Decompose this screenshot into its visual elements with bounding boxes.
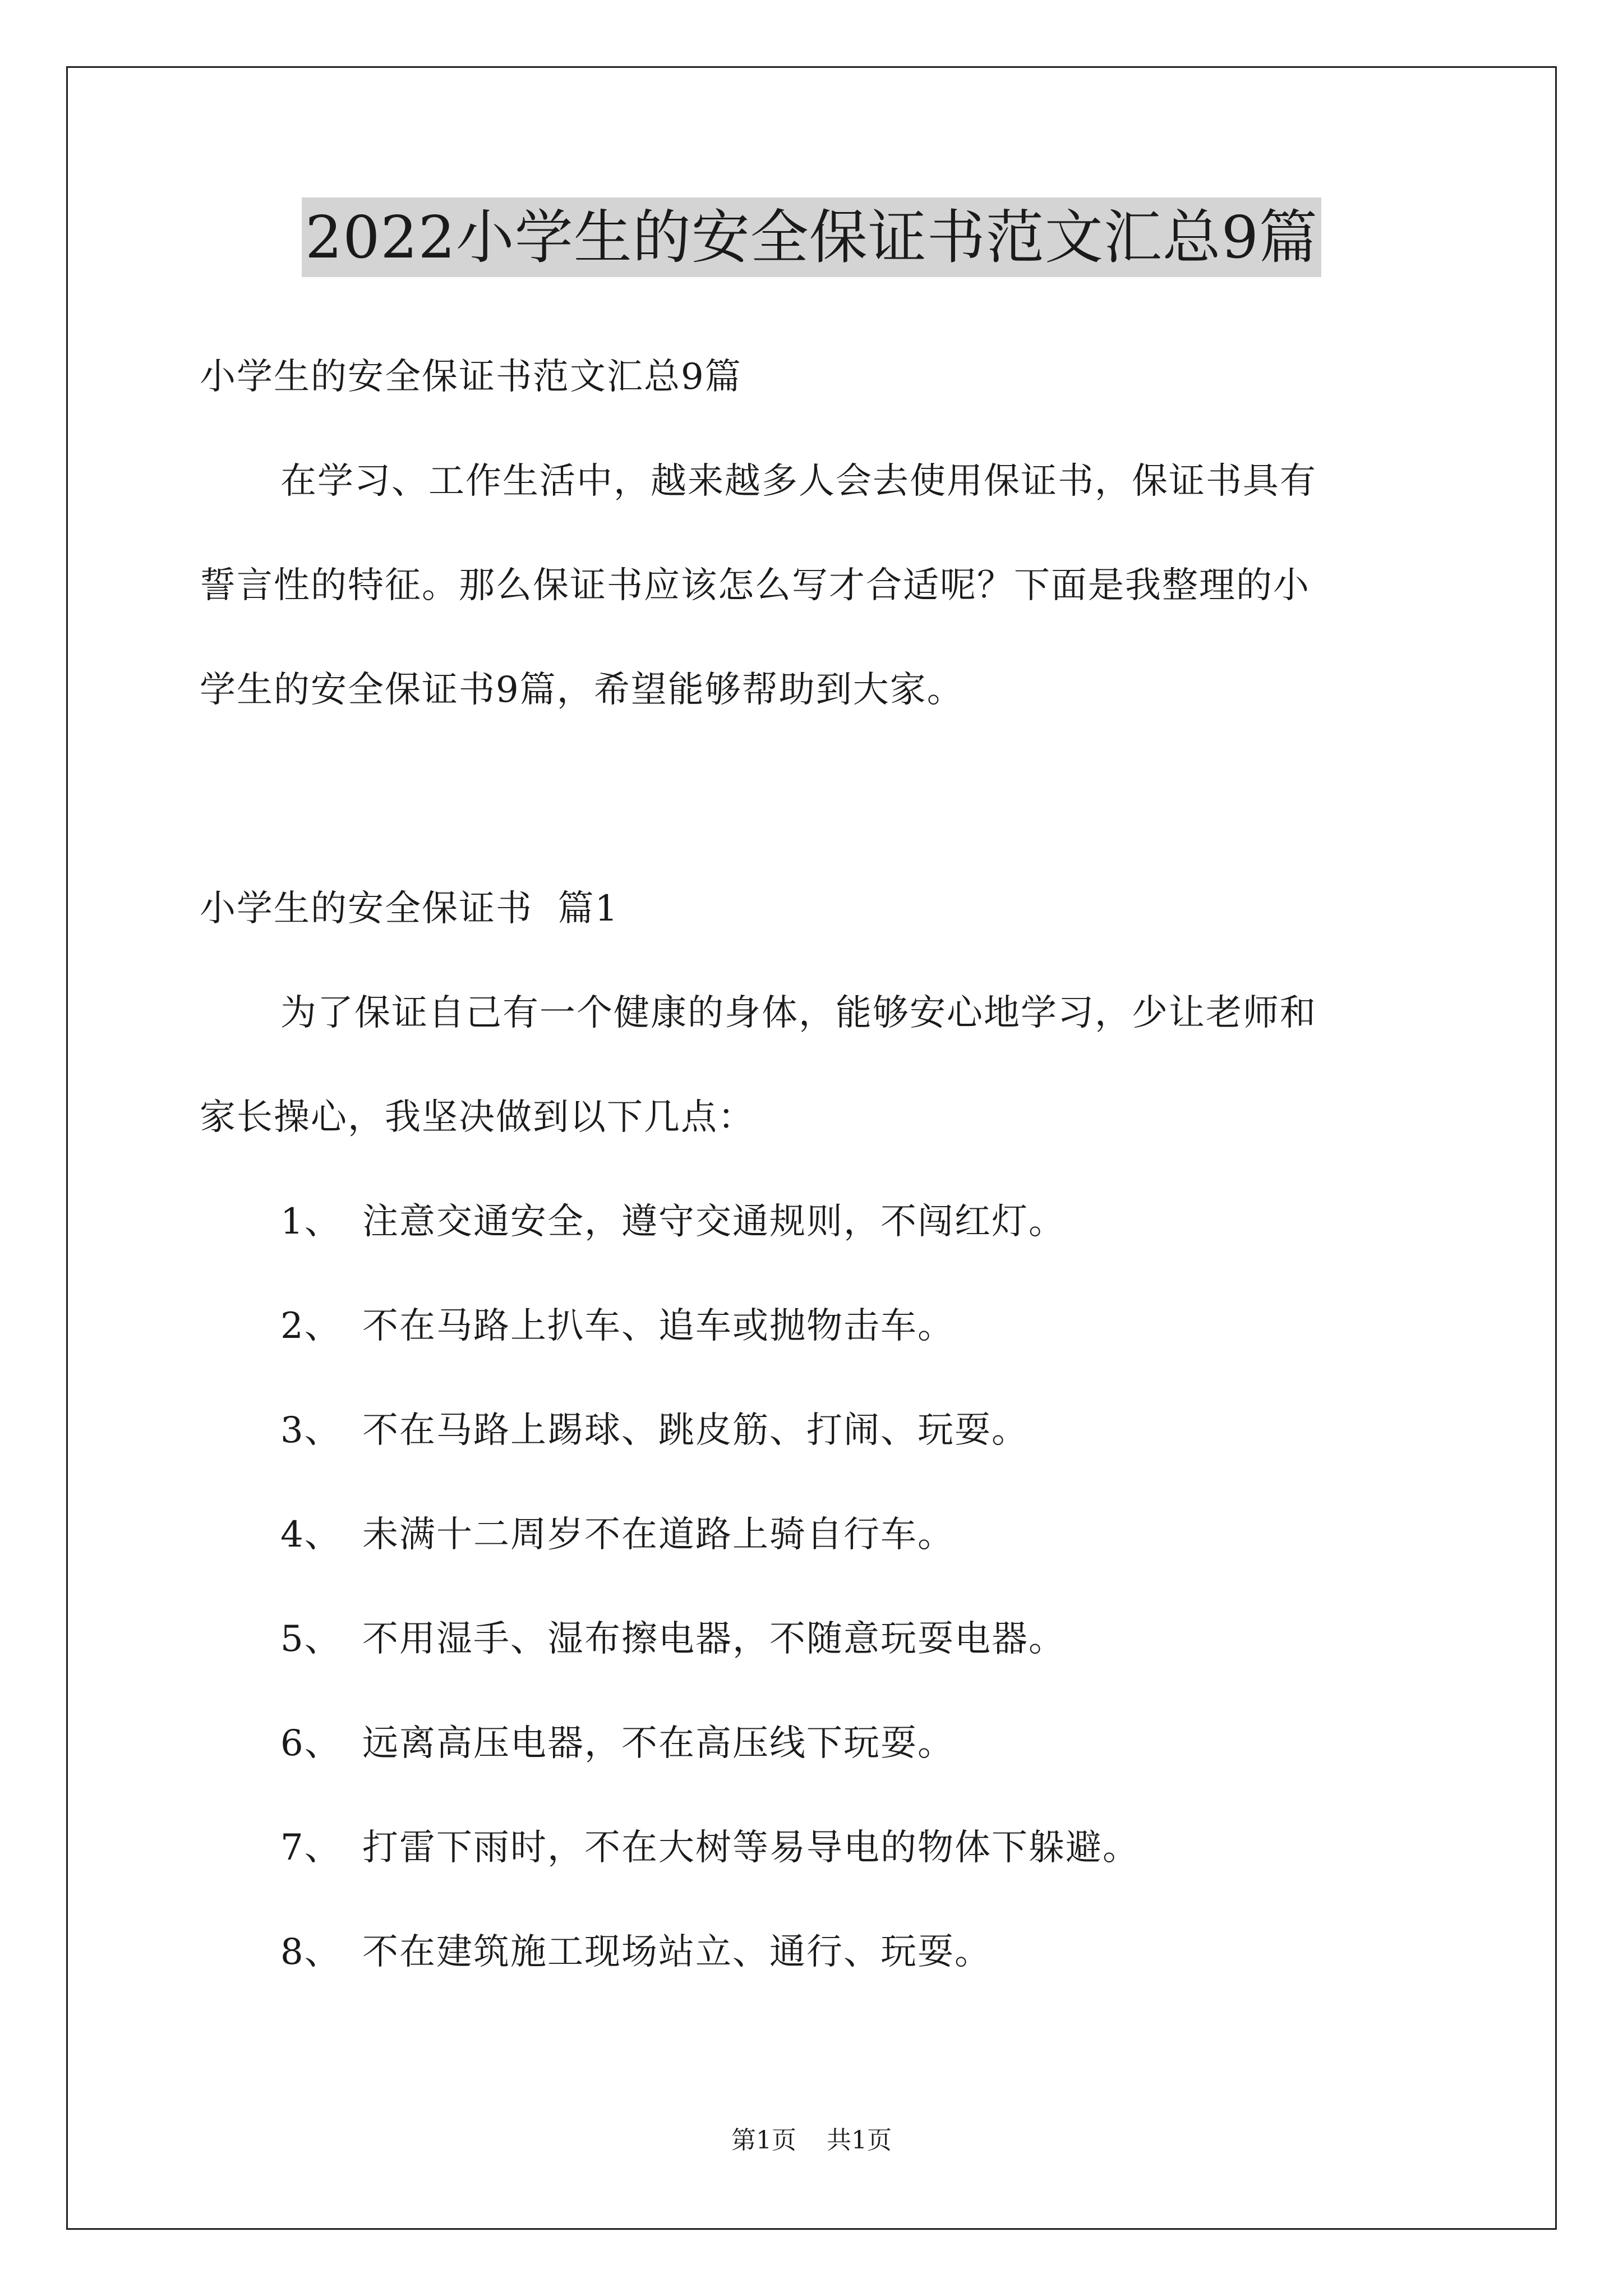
intro-line-1: 在学习、工作生活中，越来越多人会去使用保证书，保证书具有 xyxy=(280,461,1317,502)
section-heading: 小学生的安全保证书 篇1 xyxy=(200,888,619,930)
list-item xyxy=(280,1721,955,1766)
list-item xyxy=(280,1617,1066,1662)
list-item-number: 6、 xyxy=(280,1723,342,1764)
list-item xyxy=(280,1199,1066,1244)
list-item-text: 不在马路上扒车、追车或抛物击车。 xyxy=(362,1305,955,1347)
list-item xyxy=(280,1825,1140,1870)
page-footer xyxy=(0,2125,1623,2156)
list-item-number: 3、 xyxy=(280,1410,342,1451)
list-item-text: 不在建筑施工现场站立、通行、玩耍。 xyxy=(362,1931,992,1973)
document-title: 2022小学生的安全保证书范文汇总9篇 xyxy=(302,197,1321,277)
list-item-text: 不用湿手、湿布擦电器，不随意玩耍电器。 xyxy=(362,1618,1066,1660)
page-number: 第1页 xyxy=(731,2126,796,2155)
list-item-number: 2、 xyxy=(280,1305,342,1347)
list-item-text: 未满十二周岁不在道路上骑自行车。 xyxy=(362,1514,955,1556)
list-item xyxy=(280,1408,1029,1453)
page-total: 共1页 xyxy=(827,2126,892,2155)
title-container xyxy=(0,197,1623,277)
list-item xyxy=(280,1512,955,1557)
list-item-text: 打雷下雨时，不在大树等易导电的物体下躲避。 xyxy=(362,1827,1140,1869)
document-subtitle: 小学生的安全保证书范文汇总9篇 xyxy=(200,356,742,398)
list-item-text: 远离高压电器，不在高压线下玩耍。 xyxy=(362,1723,955,1764)
list-item-number: 7、 xyxy=(280,1827,342,1869)
list-item xyxy=(280,1930,992,1975)
list-item-number: 4、 xyxy=(280,1514,342,1556)
list-item-number: 8、 xyxy=(280,1931,342,1973)
intro-line-3: 学生的安全保证书9篇，希望能够帮助到大家。 xyxy=(200,669,964,711)
list-item xyxy=(280,1304,955,1349)
list-item-text: 不在马路上踢球、跳皮筋、打闹、玩耍。 xyxy=(362,1410,1029,1451)
list-item-number: 1、 xyxy=(280,1201,342,1243)
list-item-number: 5、 xyxy=(280,1618,342,1660)
section-intro-line-2: 家长操心，我坚决做到以下几点： xyxy=(200,1097,755,1138)
list-item-text: 注意交通安全，遵守交通规则，不闯红灯。 xyxy=(362,1201,1066,1243)
intro-line-2: 誓言性的特征。那么保证书应该怎么写才合适呢？下面是我整理的小 xyxy=(200,565,1310,606)
section-intro-line-1: 为了保证自己有一个健康的身体，能够安心地学习，少让老师和 xyxy=(280,992,1317,1034)
